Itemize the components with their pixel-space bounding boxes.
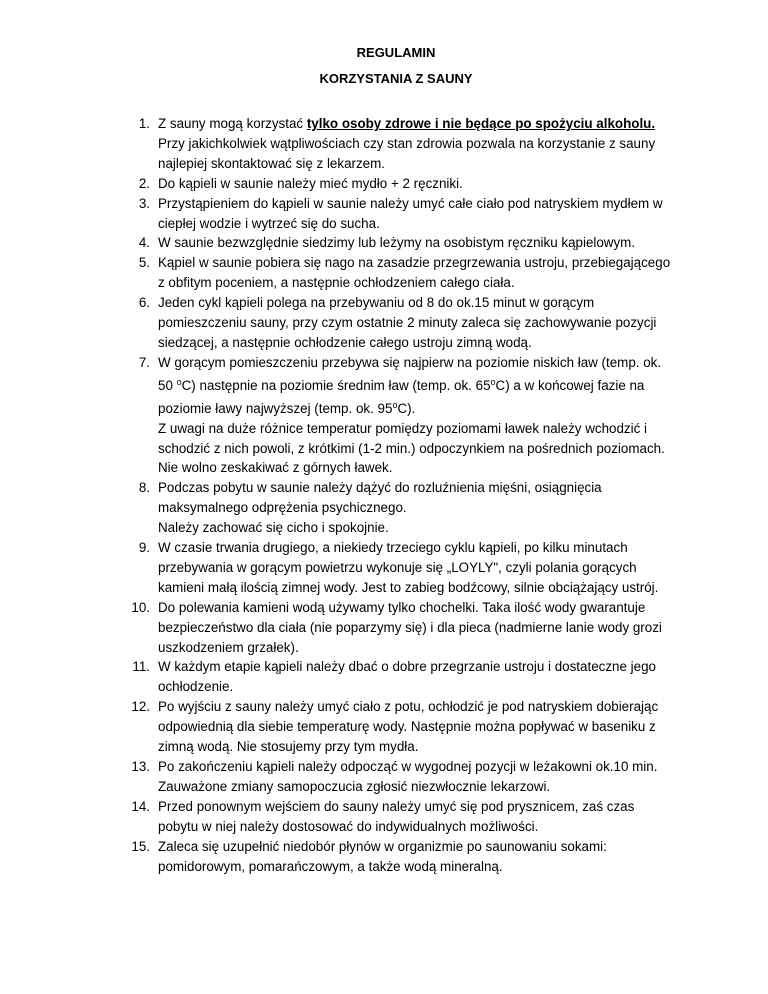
degree-mark: o [490, 376, 496, 387]
rules-list [120, 114, 672, 876]
rule-number: 14. [131, 798, 150, 814]
rule-number: 2. [138, 175, 150, 191]
rule-text: Do polewania kamieni wodą używamy tylko chochelki. Taka ilość wody gwarantuje bezpieczeństwo dla ciała (nie poparzymy się) i dla pieca (nadmierne lanie wody grozi uszkodzeniem grzałek). [158, 599, 662, 655]
rule-number: 3. [138, 195, 150, 211]
rule-item [120, 797, 672, 837]
rule-item [120, 233, 672, 253]
rule-text: W gorącym pomieszczeniu przebywa się najpierw na poziomie niskich ław (temp. ok. 50 [158, 354, 662, 393]
rule-text: Kąpiel w saunie pobiera się nago na zasadzie przegrzewania ustroju, przebiegającego z obfitym poceniem, a następnie ochłodzeniem całego ciała. [158, 255, 671, 291]
rule-text: Do kąpieli w saunie należy mieć mydło + 2 ręczniki. [158, 175, 463, 191]
rule-text: Zaleca się uzupełnić niedobór płynów w organizmie po saunowaniu sokami: pomidorowym, pomarańczowym, a także wodą mineralną. [158, 838, 607, 874]
rule-text: Przy jakichkolwiek wątpliwościach czy stan zdrowia pozwala na korzystanie z sauny najlepiej skontaktować się z lekarzem. [158, 135, 656, 171]
rule-item [120, 478, 672, 538]
rule-text: Po zakończeniu kąpieli należy odpocząć w wygodnej pozycji w leżakowni ok.10 min. Zauważone zmiany samopoczucia zgłosić niezwłocznie lekarzowi. [158, 759, 658, 794]
rule-number: 13. [131, 759, 150, 774]
rule-paragraph: Z uwagi na duże różnice temperatur pomiędzy poziomami ławek należy wchodzić i schodzić z nich powoli, z krótkimi (1-2 min.) odpoczynkiem na pośrednich poziomach. Nie wolno zeskakiwać z górnych ławek. [158, 420, 665, 476]
rule-text: Przed ponownym wejściem do sauny należy umyć się pod prysznicem, zaś czas pobytu w niej należy dostosować do indywidualnych możliwości. [158, 798, 635, 834]
rule-text: C) a w końcowej fazie na poziomie ławy najwyższej (temp. ok. 95 [158, 377, 645, 416]
rule-number: 10. [131, 599, 150, 615]
rule-number: 15. [131, 838, 150, 854]
rule-number: 12. [131, 699, 150, 715]
rule-item [120, 194, 672, 234]
rule-item [120, 253, 672, 293]
rule-number: 6. [138, 295, 150, 311]
rule-item [120, 598, 672, 658]
rule-text: Jeden cykl kąpieli polega na przebywaniu od 8 do ok.15 minut w gorącym pomieszczeniu sauny, przy czym ostatnie 2 minuty zaleca się zachowywanie pozycji siedzącej, a następnie ochłodzenie całego ustroju zimną wodą. [158, 295, 657, 350]
rule-emphasis: tylko osoby zdrowe i nie będące po spożyciu alkoholu. [306, 116, 656, 131]
rule-number: 1. [138, 116, 150, 131]
rule-number: 7. [138, 354, 150, 370]
rule-number: 4. [138, 235, 150, 251]
rule-number: 5. [138, 255, 150, 271]
document-subtitle: KORZYSTANIA Z SAUNY [319, 71, 473, 86]
rule-text: W saunie bezwzględnie siedzimy lub leżymy na osobistym ręczniku kąpielowym. [158, 235, 636, 251]
rule-item [120, 697, 672, 757]
rule-number: 8. [138, 480, 150, 496]
rule-text: W czasie trwania drugiego, a niekiedy trzeciego cyklu kąpieli, po kilku minutach przebywania w gorącym powietrzu wykonuje się „LOYLY", czyli polania gorących kamieni małą ilością zimnej wody. Jest to zabieg bodźcowy, silnie obciążający ustrój. [158, 540, 659, 595]
document-title: REGULAMIN [356, 45, 436, 60]
rule-item [120, 114, 672, 174]
rule-item [120, 538, 672, 598]
rule-number: 9. [138, 540, 150, 556]
rule-item [120, 353, 672, 478]
rule-text: Podczas pobytu w saunie należy dążyć do rozluźnienia mięśni, osiągnięcia maksymalnego odprężenia psychicznego. [158, 480, 602, 516]
rule-item [120, 657, 672, 697]
rule-text: C). [397, 400, 416, 416]
rule-item [120, 757, 672, 797]
rule-text: Przystąpieniem do kąpieli w saunie należy umyć całe ciało pod natryskiem mydłem w ciepłej wodzie i wytrzeć się do sucha. [158, 195, 663, 231]
rule-item [120, 837, 672, 877]
degree-mark: o [392, 399, 398, 410]
degree-mark: o [176, 376, 182, 387]
rule-text: Po wyjściu z sauny należy umyć ciało z potu, ochłodzić je pod natryskiem dobierając odpowiednią dla siebie temperaturę wody. Następnie można popływać w baseniku z zimną wodą. Nie stosujemy przy tym mydła. [158, 699, 659, 755]
rule-text: C) następnie na poziomie średnim ław (temp. ok. 65 [181, 377, 491, 393]
rule-number: 11. [132, 659, 150, 675]
rule-paragraph: Należy zachować się cicho i spokojnie. [158, 520, 389, 536]
rule-text: W każdym etapie kąpieli należy dbać o dobre przegrzanie ustroju i dostateczne jego ochłodzenie. [158, 659, 656, 695]
rule-item [120, 174, 672, 194]
rule-text: Z sauny mogą korzystać [158, 116, 307, 131]
rule-item [120, 293, 672, 353]
